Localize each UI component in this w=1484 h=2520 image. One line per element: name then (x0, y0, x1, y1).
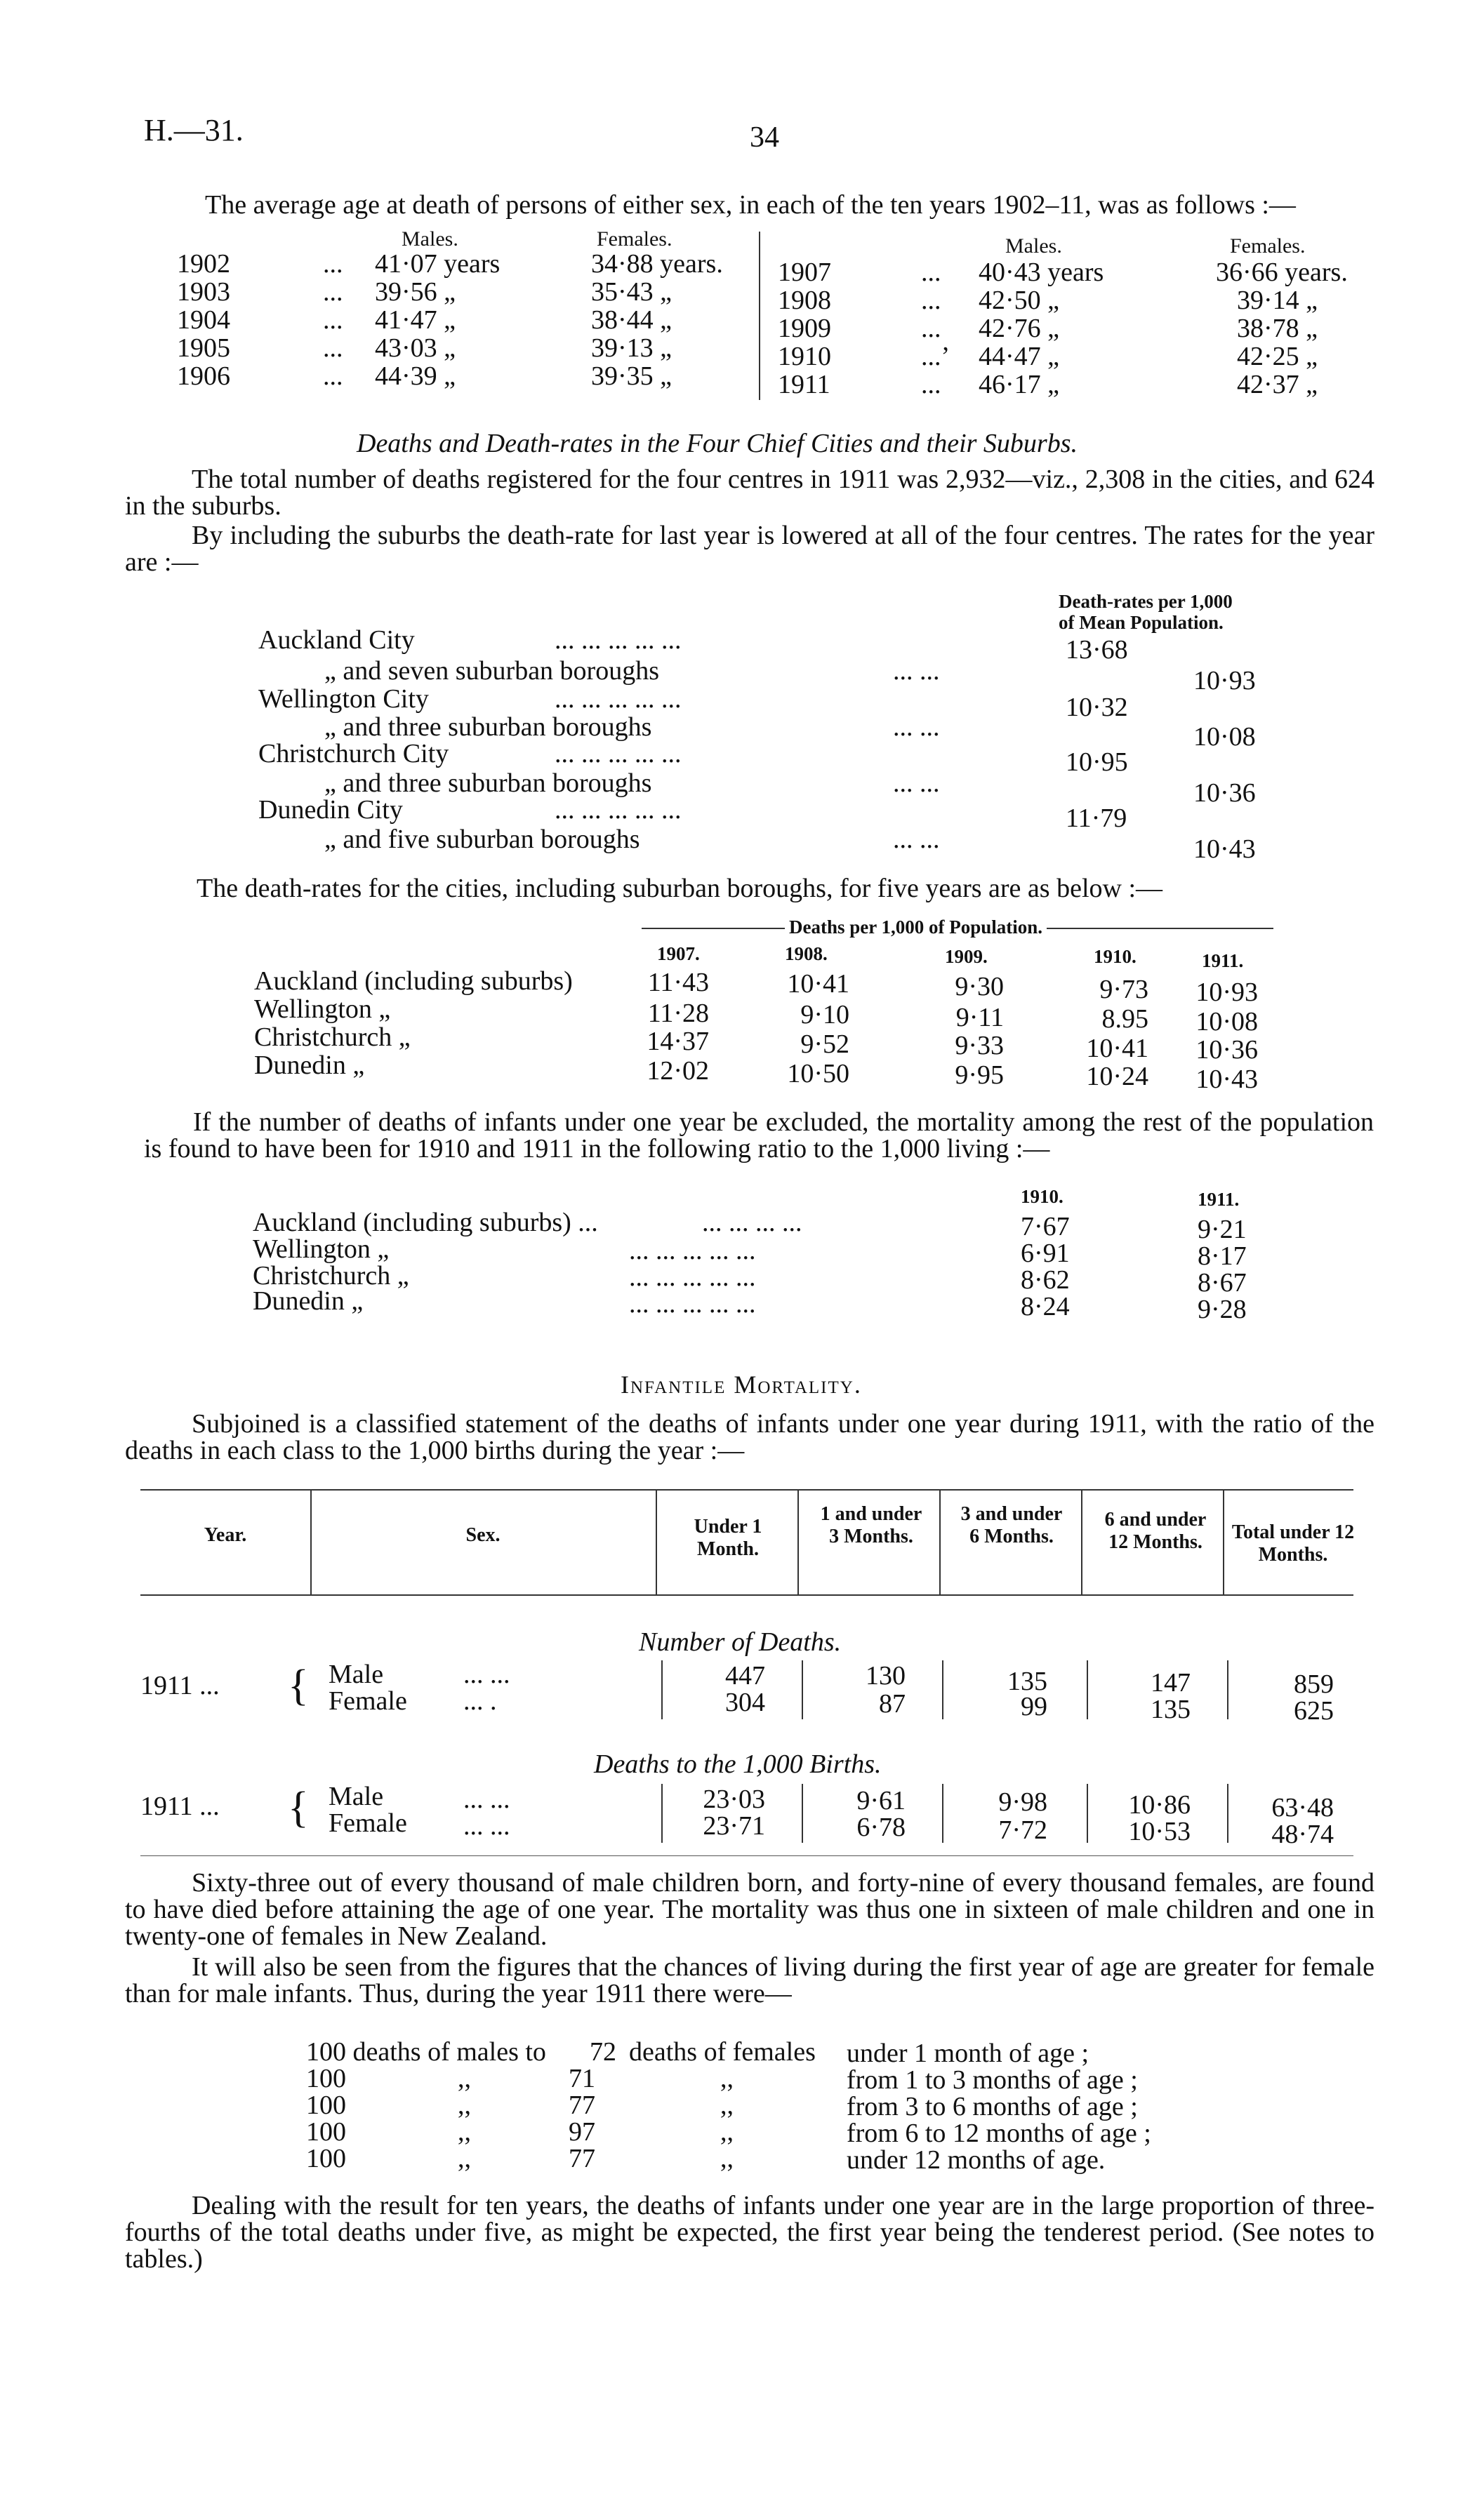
city-label: Christchurch „ (254, 1022, 411, 1052)
leader-dots: ... (323, 361, 343, 391)
col-divider (942, 1660, 943, 1719)
comparison-males: 100 (306, 2064, 346, 2093)
leader-dots: ... ... ... ... (702, 1208, 802, 1237)
city-rate-value: 10·32 (1066, 693, 1128, 722)
death-count: 625 (1294, 1696, 1334, 1726)
rate-value: 10·43 (1195, 1065, 1258, 1094)
col-divider (661, 1784, 663, 1843)
death-count: 147 (1151, 1668, 1191, 1698)
rate-value: 9·33 (955, 1031, 1004, 1060)
death-count: 99 (1021, 1692, 1047, 1721)
col-header-3-to-6-months: 3 and under 6 Months. (960, 1503, 1063, 1547)
avg-age-female-value: 38·78 „ (1237, 314, 1318, 343)
col-divider (802, 1784, 803, 1843)
leader-dots: ... ... ... ... ... (555, 625, 682, 655)
col-header-under-1-month: Under 1 Month. (694, 1516, 762, 1560)
rate-value: 11·28 (647, 999, 709, 1028)
year-header: 1907. (657, 943, 700, 964)
city-label: Wellington „ (254, 994, 391, 1024)
avg-age-year: 1908 (778, 286, 831, 315)
rate-value: 7·67 (1021, 1212, 1070, 1241)
suburb-rate-label: „ and seven suburban boroughs (324, 656, 660, 686)
year-header: 1910. (1021, 1186, 1064, 1207)
four-cities-heading: Deaths and Death-rates in the Four Chief Cities and their Suburbs. (357, 429, 1078, 458)
ditto-mark: ,, (720, 2064, 734, 2093)
five-years-intro: The death-rates for the cities, including suburban boroughs, for five years are as below :— (197, 874, 1162, 903)
ditto-mark: ,, (458, 2144, 471, 2173)
rate-value: 10·41 (1086, 1034, 1148, 1063)
ditto-mark: ,, (458, 2117, 471, 2147)
col-divider (797, 1489, 799, 1596)
year-header: 1908. (785, 943, 828, 964)
avg-age-year: 1910 (778, 342, 831, 371)
comparison-period: under 12 months of age. (847, 2145, 1106, 2175)
suburb-rate-value: 10·43 (1193, 834, 1256, 864)
city-label: Dunedin „ (253, 1286, 364, 1316)
col-header-6-to-12-months: 6 and under 12 Months. (1104, 1509, 1207, 1553)
paragraph-text: By including the suburbs the death-rate for last year is lowered at all of the four centres. The rates for the year are :— (125, 521, 1374, 577)
col-divider (1087, 1784, 1088, 1843)
table-bottom-rule (140, 1855, 1353, 1856)
excl-infants-intro (144, 1109, 1374, 1162)
col-divider (802, 1660, 803, 1719)
comparison-females-count: 72 (590, 2037, 616, 2067)
year-header: 1910. (1094, 946, 1137, 967)
leader-dots: ... ... (893, 768, 940, 798)
col-divider (661, 1660, 663, 1719)
death-rate: 23·03 (703, 1785, 765, 1814)
page-number: 34 (750, 121, 779, 154)
avg-age-right-males-header: Males. (1005, 234, 1062, 258)
four-cities-paragraph-2 (125, 522, 1374, 575)
avg-age-male-value: 39·56 „ (375, 277, 456, 307)
rate-value: 9·52 (800, 1029, 849, 1059)
suburb-rate-value: 10·36 (1193, 778, 1256, 808)
leader-dots: ... ... ... ... ... (555, 684, 682, 714)
death-count: 87 (879, 1689, 906, 1719)
infantile-paragraph-3 (125, 2192, 1374, 2272)
avg-age-female-value: 38·44 „ (591, 305, 673, 335)
rate-value: 8.95 (1101, 1004, 1148, 1034)
leader-dots: ... . (463, 1686, 497, 1716)
rate-value: 11·43 (647, 968, 709, 997)
death-rate: 7·72 (998, 1815, 1047, 1845)
infantile-intro (125, 1411, 1374, 1464)
death-rate: 9·98 (998, 1787, 1047, 1817)
col-header-1-to-3-months: 1 and under 3 Months. (820, 1503, 922, 1547)
five-years-span-header: Deaths per 1,000 of Population. (785, 916, 1047, 938)
avg-age-right-females-header: Females. (1230, 234, 1306, 258)
comparison-period: from 3 to 6 months of age ; (847, 2092, 1138, 2121)
death-rate: 10·86 (1128, 1790, 1191, 1820)
avg-age-year: 1905 (177, 333, 230, 363)
rate-value: 12·02 (647, 1056, 709, 1086)
leader-dots: ... (323, 277, 343, 307)
avg-age-year: 1911 (778, 370, 830, 399)
rate-value: 10·08 (1195, 1007, 1258, 1036)
row-brace: { (288, 1662, 309, 1709)
ditto-mark: ,, (458, 2064, 471, 2093)
leader-dots: ... ... (893, 656, 940, 686)
death-count: 447 (725, 1661, 765, 1691)
col-divider (1227, 1660, 1228, 1719)
rate-value: 8·24 (1021, 1292, 1070, 1321)
comparison-males: 100 (306, 2144, 346, 2173)
avg-age-female-value: 36·66 years. (1216, 258, 1348, 287)
rate-value: 9·30 (955, 972, 1004, 1001)
avg-age-year: 1909 (778, 314, 831, 343)
city-rate-value: 13·68 (1066, 635, 1128, 665)
leader-dots: ... (323, 305, 343, 335)
col-divider (1227, 1784, 1228, 1843)
avg-age-male-value: 44·47 „ (979, 342, 1060, 371)
city-label: Auckland (including suburbs) (254, 966, 573, 996)
death-count: 859 (1294, 1669, 1334, 1699)
suburb-rate-value: 10·08 (1193, 722, 1256, 752)
row-year: 1911 ... (140, 1671, 220, 1700)
city-label: Christchurch „ (253, 1261, 409, 1291)
death-count: 304 (725, 1688, 765, 1717)
leader-dots: ... ... ... ... ... (629, 1236, 756, 1265)
leader-dots: ... ... ... ... ... (629, 1289, 756, 1319)
rate-value: 9·28 (1198, 1295, 1247, 1324)
avg-age-left-males-header: Males. (402, 227, 458, 251)
city-label: Auckland (including suburbs) ... (253, 1208, 598, 1237)
comparison-males: 100 (306, 2117, 346, 2147)
rate-value: 9·95 (955, 1060, 1004, 1090)
sex-label: Male (329, 1782, 384, 1811)
death-count: 130 (866, 1661, 906, 1691)
comparison-females-count: 77 (569, 2144, 595, 2173)
city-rate-value: 10·95 (1066, 747, 1128, 777)
four-cities-paragraph-1 (125, 466, 1374, 519)
city-rate-label: Dunedin City (258, 795, 403, 825)
death-count: 135 (1007, 1667, 1047, 1696)
death-rate: 6·78 (856, 1813, 906, 1842)
leader-dots: ... ... (893, 712, 940, 742)
city-rate-label: Auckland City (258, 625, 415, 655)
avg-age-female-value: 39·35 „ (591, 361, 673, 391)
col-divider (1087, 1660, 1088, 1719)
table-header-rule (140, 1594, 1353, 1596)
paragraph-text: Sixty-three out of every thousand of male children born, and forty-nine of every thousand females, are found to have died before attaining the age of one year. The mortality was thus one in sixteen of male children and one in twenty-one of females in New Zealand. (125, 1868, 1374, 1951)
avg-age-female-value: 39·13 „ (591, 333, 673, 363)
table-top-rule (140, 1489, 1353, 1491)
city-label: Dunedin „ (254, 1051, 365, 1080)
infantile-paragraph-1 (125, 1869, 1374, 1949)
rate-value: 8·62 (1021, 1265, 1070, 1295)
avg-age-male-value: 42·50 „ (979, 286, 1060, 315)
avg-age-divider (759, 232, 760, 400)
avg-age-female-value: 42·37 „ (1237, 370, 1318, 399)
col-divider (939, 1489, 941, 1596)
avg-age-male-value: 40·43 years (979, 258, 1104, 287)
rate-value: 10·93 (1195, 978, 1258, 1007)
rate-value: 6·91 (1021, 1239, 1070, 1268)
comparison-females-count: 77 (569, 2091, 595, 2120)
avg-age-year: 1907 (778, 258, 831, 287)
year-header: 1911. (1198, 1189, 1240, 1210)
comparison-period: from 6 to 12 months of age ; (847, 2119, 1151, 2148)
sex-label: Female (329, 1808, 407, 1838)
avg-age-year: 1903 (177, 277, 230, 307)
paragraph-text: Dealing with the result for ten years, the deaths of infants under one year are in the large proportion of three-fourths of the total deaths under five, as might be expected, the first year being the tenderest period. (See notes to tables.) (125, 2191, 1374, 2274)
paragraph-text: The total number of deaths registered for the four centres in 1911 was 2,932—viz., 2,308 in the cities, and 624 in the suburbs. (125, 465, 1374, 521)
city-rate-label: Wellington City (258, 684, 429, 714)
avg-age-year: 1902 (177, 249, 230, 279)
col-divider (942, 1784, 943, 1843)
col-divider (1223, 1489, 1224, 1596)
comparison-females-count: 71 (569, 2064, 595, 2093)
avg-age-year: 1906 (177, 361, 230, 391)
comparison-label: deaths of females (629, 2037, 816, 2067)
leader-dots: ... ... ... ... ... (629, 1262, 756, 1292)
death-rate: 63·48 (1271, 1793, 1334, 1822)
col-header-year: Year. (204, 1524, 247, 1546)
rate-value: 9·11 (955, 1003, 1004, 1032)
rate-value: 10·36 (1195, 1035, 1258, 1065)
death-count: 135 (1151, 1695, 1191, 1724)
avg-age-female-value: 34·88 years. (591, 249, 723, 279)
avg-age-left-females-header: Females. (597, 227, 673, 251)
death-rate: 48·74 (1271, 1820, 1334, 1849)
rate-value: 9·21 (1198, 1215, 1247, 1244)
col-header-total: Total under 12 Months. (1231, 1521, 1355, 1566)
rates-header-line-2: of Mean Population. (1059, 612, 1224, 633)
leader-dots: ... ... (463, 1785, 510, 1814)
city-label: Wellington „ (253, 1234, 390, 1264)
avg-age-male-value: 41·47 „ (375, 305, 456, 335)
death-rate: 23·71 (703, 1811, 765, 1841)
death-rate: 9·61 (856, 1786, 906, 1815)
rate-value: 9·10 (800, 1000, 849, 1029)
rates-header-line-1: Death-rates per 1,000 (1059, 591, 1233, 612)
ditto-mark: ,, (720, 2144, 734, 2173)
year-header: 1909. (945, 946, 988, 967)
col-divider (1081, 1489, 1082, 1596)
comparison-males: 100 deaths of males to (306, 2037, 546, 2067)
row-year: 1911 ... (140, 1792, 220, 1821)
avg-age-male-value: 42·76 „ (979, 314, 1060, 343)
ditto-mark: ,, (720, 2117, 734, 2147)
leader-dots: ... (323, 249, 343, 279)
avg-age-male-value: 41·07 years (375, 249, 501, 279)
year-header: 1911. (1202, 950, 1244, 971)
comparison-period: from 1 to 3 months of age ; (847, 2065, 1138, 2095)
rate-value: 8·67 (1198, 1268, 1247, 1298)
avg-age-year: 1904 (177, 305, 230, 335)
avg-age-male-value: 44·39 „ (375, 361, 456, 391)
sex-label: Male (329, 1660, 384, 1689)
col-divider (656, 1489, 657, 1596)
leader-dots: ... (921, 286, 941, 315)
avg-age-intro: The average age at death of persons of either sex, in each of the ten years 1902–11, was as follows :— (205, 190, 1296, 220)
infantile-paragraph-2 (125, 1954, 1374, 2007)
leader-dots: ... (921, 314, 941, 343)
paragraph-text: Subjoined is a classified statement of the deaths of infants under one year during 1911, with the ratio of the deaths in each class to the 1,000 births during the year :— (125, 1409, 1374, 1465)
leader-dots: ... ... (463, 1660, 510, 1689)
comparison-period: under 1 month of age ; (847, 2039, 1089, 2068)
suburb-rate-value: 10·93 (1193, 666, 1256, 695)
section-number-of-deaths: Number of Deaths. (639, 1627, 842, 1657)
paragraph-text: If the number of deaths of infants under one year be excluded, the mortality among the rest of the population is found to have been for 1910 and 1911 in the following ratio to the 1,000 living :— (144, 1107, 1374, 1164)
avg-age-female-value: 35·43 „ (591, 277, 673, 307)
avg-age-female-value: 39·14 „ (1237, 286, 1318, 315)
leader-dots: ... ... (893, 825, 940, 854)
avg-age-female-value: 42·25 „ (1237, 342, 1318, 371)
leader-dots: ... ... ... ... ... (555, 795, 682, 825)
suburb-rate-label: „ and three suburban boroughs (324, 712, 652, 742)
document-reference: H.—31. (144, 113, 244, 147)
rate-value: 8·17 (1198, 1241, 1247, 1271)
suburb-rate-label: „ and three suburban boroughs (324, 768, 652, 798)
sex-label: Female (329, 1686, 407, 1716)
avg-age-male-value: 46·17 „ (979, 370, 1060, 399)
leader-dots: ... ... ... ... ... (555, 739, 682, 768)
leader-dots: ... (323, 333, 343, 363)
ditto-mark: ,, (720, 2091, 734, 2120)
city-rate-value: 11·79 (1066, 804, 1127, 833)
comparison-females-count: 97 (569, 2117, 595, 2147)
ditto-mark: ,, (458, 2091, 471, 2120)
leader-dots: ... ... (463, 1811, 510, 1841)
leader-dots: ... (921, 258, 941, 287)
rate-value: 14·37 (647, 1027, 709, 1056)
leader-dots: ...’ (921, 342, 950, 371)
avg-age-male-value: 43·03 „ (375, 333, 456, 363)
leader-dots: ... (921, 370, 941, 399)
rate-value: 9·73 (1099, 975, 1148, 1004)
suburb-rate-label: „ and five suburban boroughs (324, 825, 640, 854)
infantile-mortality-heading: Infantile Mortality. (621, 1371, 862, 1399)
rate-value: 10·50 (787, 1059, 849, 1088)
death-rate: 10·53 (1128, 1817, 1191, 1846)
paragraph-text: It will also be seen from the figures that the chances of living during the first year of age are greater for female than for male infants. Thus, during the year 1911 there were— (125, 1952, 1374, 2008)
col-header-sex: Sex. (465, 1524, 501, 1546)
city-rate-label: Christchurch City (258, 739, 449, 768)
section-deaths-per-1000-births: Deaths to the 1,000 Births. (594, 1749, 882, 1779)
rate-value: 10·24 (1086, 1062, 1148, 1091)
comparison-males: 100 (306, 2091, 346, 2120)
rate-value: 10·41 (787, 969, 849, 999)
row-brace: { (288, 1784, 309, 1832)
